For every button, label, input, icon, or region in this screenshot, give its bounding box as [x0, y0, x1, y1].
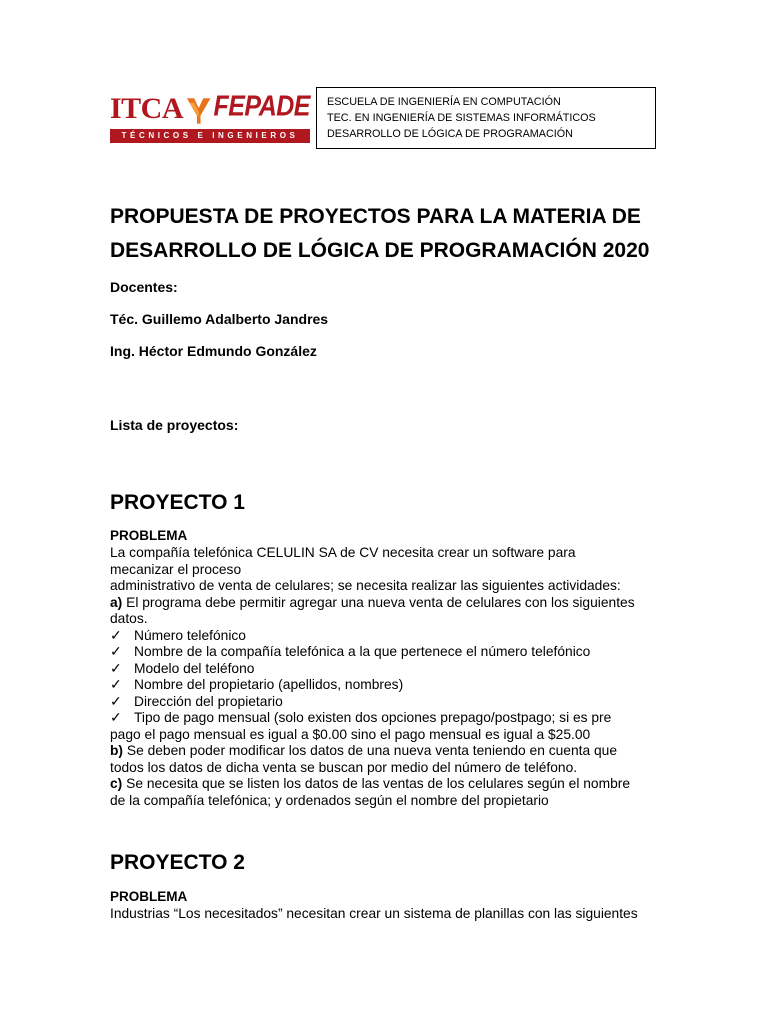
body-line: todos los datos de dicha venta se buscan por medio del número de teléfono. — [110, 759, 578, 775]
checkmark-icon: ✓ — [110, 627, 122, 643]
checklist-item — [110, 677, 670, 694]
school-line: TEC. EN INGENIERÍA DE SISTEMAS INFORMÁTICOS — [327, 112, 596, 124]
checklist-item — [110, 628, 670, 645]
logo-emblem-icon — [186, 94, 211, 126]
projects-list-label: Lista de proyectos: — [110, 417, 239, 433]
item-a-marker: a) — [110, 594, 123, 610]
teacher-name: Téc. Guillemo Adalberto Jandres — [110, 311, 329, 327]
item-b-marker: b) — [110, 743, 124, 758]
body-line: pago el pago mensual es igual a $0.00 sino el pago mensual es igual a $25.00 — [110, 726, 591, 742]
item-a — [110, 595, 670, 612]
checklist-item-text: Nombre de la compañía telefónica a la que pertenece el número telefónico — [134, 644, 591, 659]
logo-tagline: TÉCNICOS E INGENIEROS — [110, 129, 310, 143]
checkmark-icon: ✓ — [110, 644, 122, 659]
project-2-problem-label: PROBLEMA — [110, 889, 188, 904]
project-2-body — [110, 906, 670, 923]
logo-fepade-text: FEPADE — [213, 90, 310, 123]
item-c — [110, 776, 670, 793]
checklist-item-text: Nombre del propietario (apellidos, nombres) — [134, 677, 404, 692]
checklist-item — [110, 644, 670, 661]
body-line: Industrias “Los necesitados” necesitan crear un sistema de planillas con las siguientes — [110, 906, 638, 921]
project-2-heading: PROYECTO 2 — [110, 851, 245, 874]
itca-fepade-logo — [110, 92, 310, 146]
school-info-box — [316, 87, 656, 149]
teachers-label: Docentes: — [110, 279, 178, 295]
checkmark-icon: ✓ — [110, 677, 122, 692]
body-line: de la compañía telefónica; y ordenados según el nombre del propietario — [110, 792, 549, 808]
body-line: mecanizar el proceso — [110, 561, 242, 577]
item-c-marker: c) — [110, 776, 123, 791]
checklist-item-text: Tipo de pago mensual (solo existen dos opciones prepago/postpago; si es pre — [134, 710, 612, 725]
checklist-item — [110, 661, 670, 678]
title-line: PROPUESTA DE PROYECTOS PARA LA MATERIA DE — [110, 205, 641, 228]
checkmark-icon: ✓ — [110, 693, 122, 709]
project-1-heading: PROYECTO 1 — [110, 491, 245, 514]
project-1-body — [110, 545, 670, 809]
document-title — [110, 200, 710, 268]
item-b-text: Se deben poder modificar los datos de una nueva venta teniendo en cuenta que — [123, 743, 618, 758]
item-b — [110, 743, 670, 760]
title-line: DESARROLLO DE LÓGICA DE PROGRAMACIÓN 2020 — [110, 239, 650, 262]
checklist-item — [110, 694, 670, 711]
body-line: La compañía telefónica CELULIN SA de CV necesita crear un software para — [110, 545, 576, 560]
item-c-text: Se necesita que se listen los datos de las ventas de los celulares según el nombre — [122, 776, 631, 791]
checklist-item-text: Dirección del propietario — [134, 693, 283, 709]
logo-itca-text: ITCA — [110, 92, 184, 125]
checklist-item-text: Número telefónico — [134, 627, 246, 643]
checklist-item — [110, 710, 670, 727]
item-a-text: El programa debe permitir agregar una nueva venta de celulares con los siguientes — [122, 594, 635, 610]
teacher-name: Ing. Héctor Edmundo González — [110, 343, 317, 359]
checkmark-icon: ✓ — [110, 710, 122, 725]
body-line: administrativo de venta de celulares; se necesita realizar las siguientes actividades: — [110, 578, 621, 593]
school-line: DESARROLLO DE LÓGICA DE PROGRAMACIÓN — [327, 128, 573, 140]
project-1-problem-label: PROBLEMA — [110, 528, 188, 543]
checkmark-icon: ✓ — [110, 660, 122, 676]
checklist-item-text: Modelo del teléfono — [134, 660, 255, 676]
school-line: ESCUELA DE INGENIERÍA EN COMPUTACIÓN — [327, 96, 561, 108]
body-line: datos. — [110, 611, 148, 626]
